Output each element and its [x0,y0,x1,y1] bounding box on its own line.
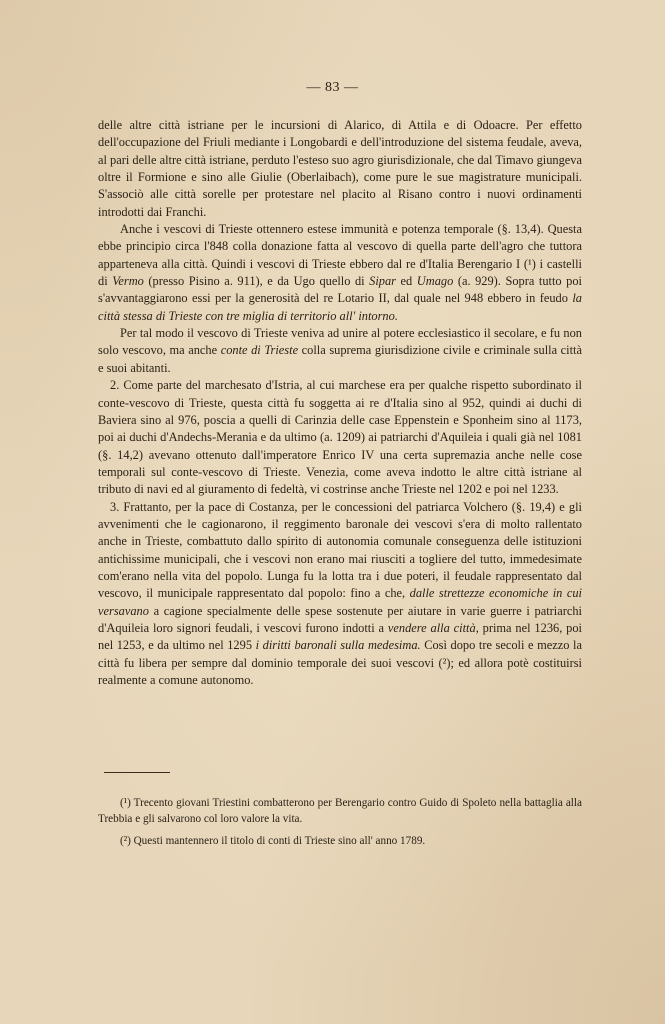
italic-text: Umago [416,274,454,289]
text-run: 2. Come parte del marchesato d'Istria, al cui marchese era per qualche rispetto subordinato il conte-vescovo di Trieste, questa città fu soggetta ai re d'Italia sino al 952, quindi ai duchi di Baviera sino al 976, poscia a quelli di Carinzia delle case Eppenstein e Sponheim sino al 1173, poi ai duchi d'Andechs-Merania e da ultimo (a. 1209) ai patriarchi d'Aquileia i quali già nel 1081 (§. 14,2) avevano ottenuto dall'imperatore Enrico IV una certa supremazia anche nelle cose temporali sul conte-vescovo di Trieste. Venezia, come aveva indotto le altre città istriane al tributo di navi ed al giuramento di fedeltà, vi costrinse anche Trieste nel 1202 e poi nel 1233. [98,378,582,497]
italic-text: i diritti baronali sulla medesima. [255,638,421,653]
page-number: — 83 — [306,80,359,95]
text-run: colla suprema giurisdizione civile e criminale sulla città e suoi abitanti. [98,343,582,375]
italic-text: la città stessa di Trieste con tre miglia di territorio all' intorno. [98,291,582,323]
italic-text: Sipar [369,274,397,289]
italic-text: Vermo [112,274,144,289]
text-run: 3. Frattanto, per la pace di Costanza, per le concessioni del patriarca Volchero (§. 19,4) e gli avvenimenti che le cagionarono, il reggimento baronale dei vescovi s'era di molto rallentato anche in Trieste, combattuto dallo spirito di autonomia comunale conseguenza delle istituzioni antichissime municipali, che i vescovi non erano mai riusciti a togliere del tutto, immedesimate com'erano nella vita del popolo. Lunga fu la lotta tra i due poteri, il feudale rappresentato dal vescovo, il municipale rappresentato dal popolo: fino a che, [98,499,582,601]
footnote: (²) Questi mantennero il titolo di conti di Trieste sino all' anno 1789. [120,835,426,847]
text-run: Così dopo tre secoli e mezzo la città fu libera per sempre dal dominio temporale dei suoi vescovi (²); ed allora potè costituirsi realmente a comune autonomo. [98,638,582,687]
italic-text: vendere alla città, [387,620,479,635]
text-run: delle altre città istriane per le incursioni di Alarico, di Attila e di Odoacre. Per effetto dell'occupazione del Friuli mediante i Longobardi e dell'introduzione del sistema feudale, aveva, al pari delle altre città istriane, perduto l'esteso suo agro giurisdizionale, che dal Timavo giungeva oltre il Formione e sino alle Giulie (Oberlaibach), come pure le sue magistrature municipali. S'associò alle città sorelle per protestare nel placito al Risano contro i nuovi ordinamenti introdotti dai Franchi. [98,118,582,219]
text-run: ed [396,274,417,289]
italic-text: dalle strettezze economiche in cui versavano [98,586,582,618]
text-run: a cagione specialmente delle spese sostenute per aiutare in varie guerre i patriarchi d'Aquileia loro signori feudali, i vescovi furono indotti a [98,603,582,635]
text-run: prima nel 1236, poi nel 1253, e da ultimo nel 1295 [98,620,582,653]
paragraph [98,117,582,221]
paragraph [98,325,582,377]
main-text [98,117,582,689]
text-run: Per tal modo il vescovo di Trieste veniva ad unire al potere ecclesiastico il secolare, e fu non solo vescovo, ma anche [98,326,582,358]
footnotes [98,795,582,855]
paragraph [98,221,582,325]
text-run: (a. 929). Sopra tutto poi s'avvantaggiarono essi per la generosità del re Lotario II, dal quale nel 948 ebbero in feudo [98,274,582,306]
footnote-divider [104,772,170,773]
paragraph [98,499,582,690]
text-run: Anche i vescovi di Trieste ottennero estese immunità e potenza temporale (§. 13,4). Questa ebbe principio circa l'848 colla donazione fatta al vescovo di quella parte dell'agro che tuttora apparteneva alla città. Quindi i vescovi di Trieste ebbero dal re d'Italia Berengario I (¹) i castelli di [98,222,582,289]
footnote: (¹) Trecento giovani Triestini combatterono per Berengario contro Guido di Spoleto nella battaglia alla Trebbia e gli salvarono col loro valore la vita. [98,797,582,825]
text-run: (presso Pisino a. 911), e da Ugo quello di [143,274,370,289]
paragraph [98,377,582,498]
italic-text: conte di Trieste [220,343,299,358]
